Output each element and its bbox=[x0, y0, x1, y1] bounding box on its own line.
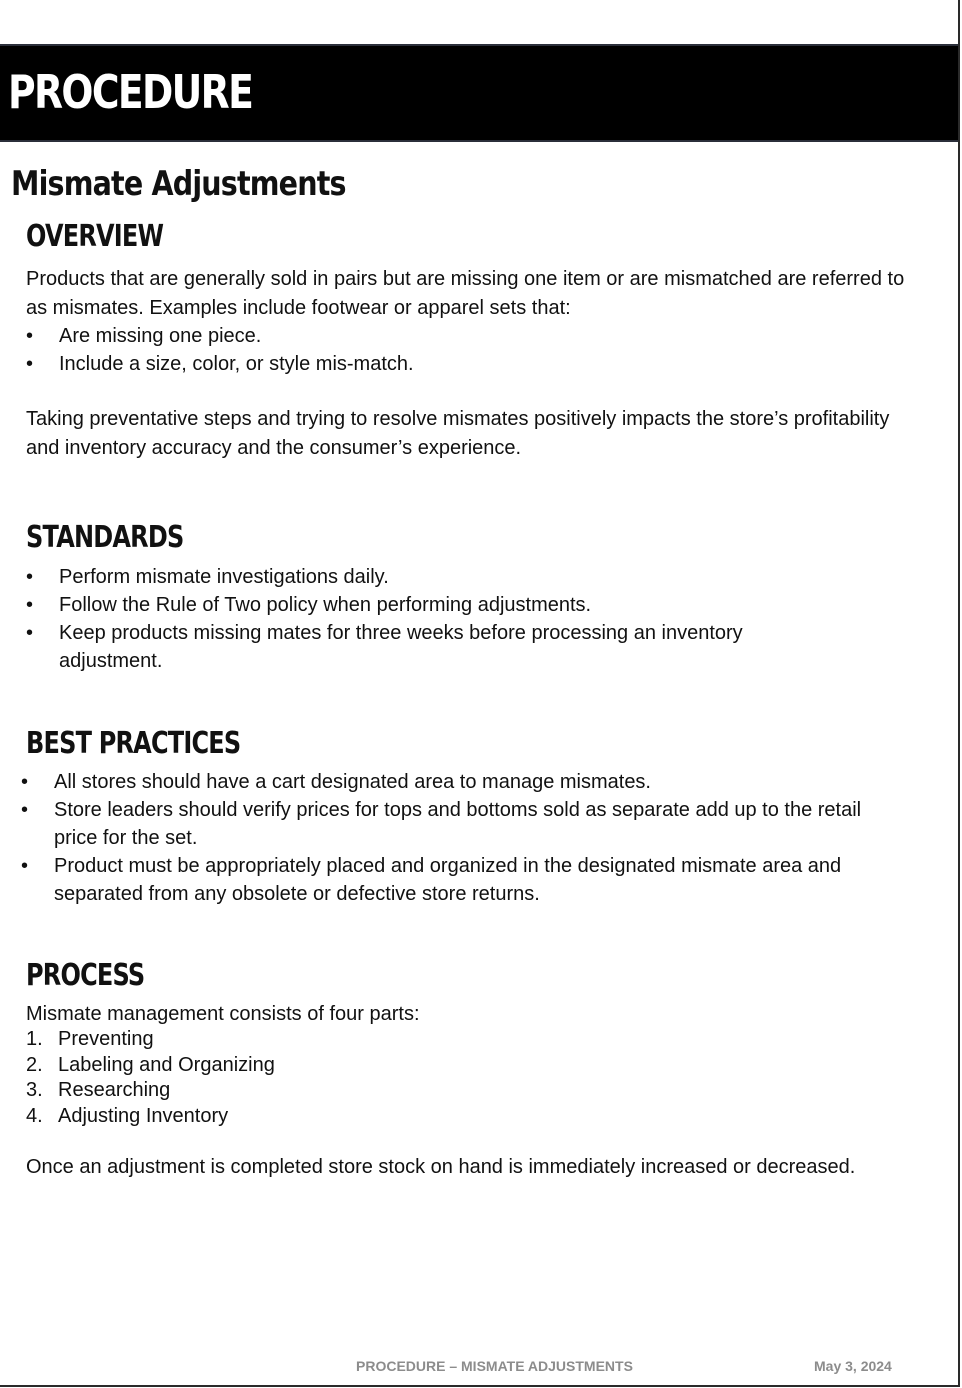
bullet-icon: • bbox=[21, 771, 29, 793]
list-item: • Are missing one piece. bbox=[26, 322, 906, 350]
process-steps bbox=[26, 1027, 626, 1129]
step-number: 2. bbox=[26, 1053, 43, 1076]
list-item: 1. Preventing bbox=[26, 1027, 626, 1053]
bullet-icon: • bbox=[21, 855, 29, 877]
list-item: • Product must be appropriately placed and organized in the designated mismate area and separated from any obsolete or defective store returns. bbox=[21, 852, 891, 908]
footer-title: PROCEDURE – MISMATE ADJUSTMENTS bbox=[356, 1358, 633, 1374]
bullet-icon: • bbox=[21, 799, 29, 821]
section-heading-process: PROCESS bbox=[26, 958, 145, 993]
document-title: Mismate Adjustments bbox=[11, 164, 346, 204]
standards-list bbox=[26, 563, 826, 675]
list-item: • Include a size, color, or style mis-match. bbox=[26, 350, 906, 378]
banner-title: PROCEDURE bbox=[8, 65, 253, 119]
list-item: 4. Adjusting Inventory bbox=[26, 1104, 626, 1130]
bullet-icon: • bbox=[26, 594, 34, 616]
list-item: • Perform mismate investigations daily. bbox=[26, 563, 826, 591]
best-practices-list bbox=[21, 768, 891, 908]
list-item: 2. Labeling and Organizing bbox=[26, 1053, 626, 1079]
process-closing: Once an adjustment is completed store stock on hand is immediately increased or decreased. bbox=[26, 1156, 856, 1178]
step-number: 3. bbox=[26, 1079, 43, 1101]
bullet-icon: • bbox=[26, 325, 34, 347]
step-number: 1. bbox=[26, 1028, 43, 1050]
process-intro: Mismate management consists of four parts: bbox=[26, 1003, 420, 1025]
overview-closing: Taking preventative steps and trying to resolve mismates positively impacts the store’s profitability and inventory accuracy and the consumer’s experience. bbox=[26, 408, 890, 459]
list-item: • All stores should have a cart designated area to manage mismates. bbox=[21, 768, 891, 796]
footer-date: May 3, 2024 bbox=[814, 1358, 892, 1374]
section-heading-best-practices: BEST PRACTICES bbox=[26, 726, 241, 761]
overview-list bbox=[26, 322, 906, 378]
list-item: • Store leaders should verify prices for tops and bottoms sold as separate add up to the retail price for the set. bbox=[21, 796, 891, 852]
header-banner bbox=[0, 44, 958, 142]
overview-intro: Products that are generally sold in pairs but are missing one item or are mismatched are referred to as mismates. Examples include footwear or apparel sets that: bbox=[26, 268, 905, 319]
bullet-icon: • bbox=[26, 353, 34, 375]
list-item: • Keep products missing mates for three weeks before processing an inventory adjustment. bbox=[26, 619, 826, 675]
bullet-icon: • bbox=[26, 566, 34, 588]
section-heading-standards: STANDARDS bbox=[26, 520, 184, 555]
list-item: • Follow the Rule of Two policy when performing adjustments. bbox=[26, 591, 826, 619]
step-number: 4. bbox=[26, 1104, 43, 1127]
bullet-icon: • bbox=[26, 622, 34, 644]
list-item: 3. Researching bbox=[26, 1078, 626, 1104]
page-top-margin bbox=[0, 0, 958, 44]
section-heading-overview: OVERVIEW bbox=[26, 219, 164, 254]
